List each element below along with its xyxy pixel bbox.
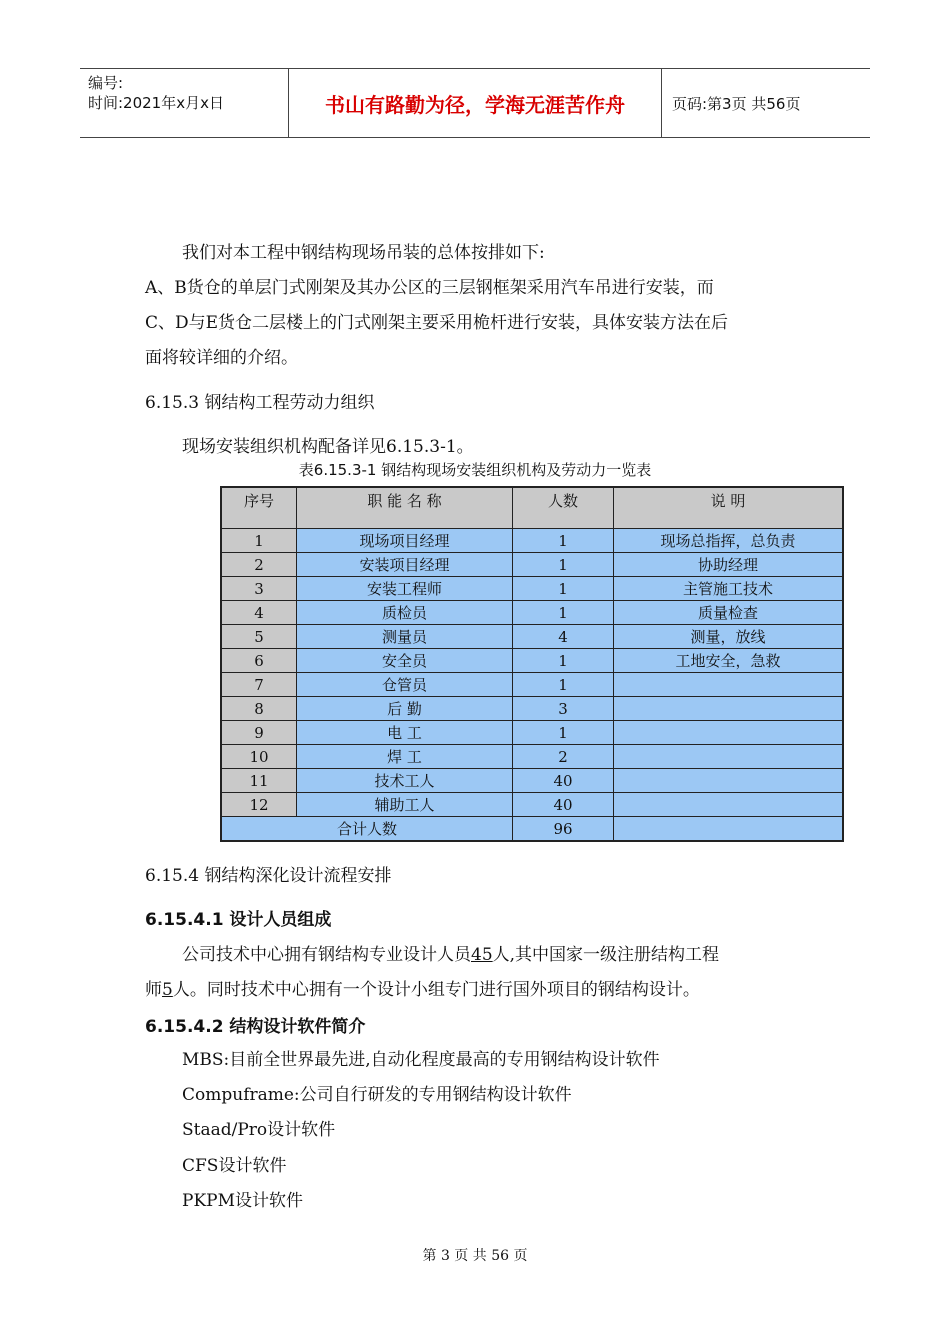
cell-note: [614, 745, 844, 769]
software-item: PKPM设计软件: [182, 1191, 303, 1211]
cell-count: 1: [513, 601, 614, 625]
header-job: 职 能 名 称: [297, 487, 513, 529]
cell-count: 40: [513, 793, 614, 817]
cell-job: 质检员: [297, 601, 513, 625]
cell-count: 40: [513, 769, 614, 793]
text-span: 师: [145, 980, 162, 1000]
cell-job: 焊 工: [297, 745, 513, 769]
table-row: [221, 625, 843, 649]
section-heading-6-15-3: 6.15.3 钢结构工程劳动力组织: [145, 393, 375, 413]
header-note: 说 明: [614, 487, 844, 529]
design-staff-line-2: [145, 975, 700, 1000]
page-footer: 第 3 页 共 56 页: [422, 1248, 528, 1264]
table-row: [221, 745, 843, 769]
cell-no: 3: [221, 577, 297, 601]
paragraph-line: C、D与E货仓二层楼上的门式刚架主要采用桅杆进行安装，具体安装方法在后: [145, 313, 729, 333]
designer-count: 45: [471, 945, 493, 965]
cell-count: 1: [513, 529, 614, 553]
cell-count: 3: [513, 697, 614, 721]
intro-line: 我们对本工程中钢结构现场吊装的总体按排如下:: [182, 243, 545, 263]
header-no: 序号: [221, 487, 297, 529]
cell-note: [614, 721, 844, 745]
cell-no: 2: [221, 553, 297, 577]
design-staff-line-1: [182, 940, 719, 965]
table-caption: 表6.15.3-1 钢结构现场安装组织机构及劳动力一览表: [298, 461, 652, 479]
section-heading-6-15-4-2: 6.15.4.2 结构设计软件简介: [145, 1017, 366, 1037]
cell-note: 协助经理: [614, 553, 844, 577]
cell-no: 5: [221, 625, 297, 649]
table-row: [221, 649, 843, 673]
cell-no: 12: [221, 793, 297, 817]
cell-job: 安装项目经理: [297, 553, 513, 577]
cell-note: [614, 769, 844, 793]
table-row: [221, 721, 843, 745]
cell-no: 6: [221, 649, 297, 673]
total-count: 96: [513, 817, 614, 842]
section-heading-6-15-4: 6.15.4 钢结构深化设计流程安排: [145, 866, 392, 886]
cell-count: 1: [513, 649, 614, 673]
cell-note: 测量，放线: [614, 625, 844, 649]
table-reference: 现场安装组织机构配备详见6.15.3-1。: [182, 437, 474, 457]
cell-job: 辅助工人: [297, 793, 513, 817]
table-row: [221, 529, 843, 553]
total-label: 合计人数: [221, 817, 513, 842]
cell-job: 现场项目经理: [297, 529, 513, 553]
software-item: Staad/Pro设计软件: [182, 1120, 336, 1140]
cell-note: [614, 673, 844, 697]
cell-note: 工地安全，急救: [614, 649, 844, 673]
table-row: [221, 601, 843, 625]
software-item: MBS:目前全世界最先进,自动化程度最高的专用钢结构设计软件: [182, 1050, 660, 1070]
paragraph-line: A、B货仓的单层门式刚架及其办公区的三层钢框架采用汽车吊进行安装，而: [145, 278, 714, 298]
page-header: [80, 68, 870, 138]
cell-job: 安装工程师: [297, 577, 513, 601]
engineer-count: 5: [162, 980, 173, 1000]
cell-job: 电 工: [297, 721, 513, 745]
header-motto: 书山有路勤为径，学海无涯苦作舟: [289, 69, 662, 137]
cell-note: [614, 793, 844, 817]
time-label: 时间:2021年x月x日: [88, 94, 224, 112]
cell-count: 4: [513, 625, 614, 649]
cell-no: 9: [221, 721, 297, 745]
text-span: 人,其中国家一级注册结构工程: [492, 945, 720, 965]
cell-count: 1: [513, 553, 614, 577]
cell-count: 1: [513, 577, 614, 601]
header-meta: [80, 69, 289, 137]
table-header-row: [221, 487, 843, 529]
cell-no: 4: [221, 601, 297, 625]
cell-no: 10: [221, 745, 297, 769]
total-note: [614, 817, 844, 842]
text-span: 公司技术中心拥有钢结构专业设计人员: [182, 945, 471, 965]
cell-job: 技术工人: [297, 769, 513, 793]
cell-job: 安全员: [297, 649, 513, 673]
section-heading-6-15-4-1: 6.15.4.1 设计人员组成: [145, 910, 332, 930]
cell-count: 1: [513, 673, 614, 697]
labor-table: [220, 486, 844, 842]
header-page-info: 页码:第3页 共56页: [672, 94, 801, 113]
text-span: 人。同时技术中心拥有一个设计小组专门进行国外项目的钢结构设计。: [172, 980, 700, 1000]
cell-no: 8: [221, 697, 297, 721]
table-row: [221, 769, 843, 793]
software-item: CFS设计软件: [182, 1156, 287, 1176]
header-count: 人数: [513, 487, 614, 529]
cell-no: 11: [221, 769, 297, 793]
software-item: Compuframe:公司自行研发的专用钢结构设计软件: [182, 1085, 572, 1105]
cell-job: 测量员: [297, 625, 513, 649]
table-row: [221, 793, 843, 817]
table-total-row: [221, 817, 843, 842]
table-row: [221, 577, 843, 601]
paragraph-line: 面将较详细的介绍。: [145, 348, 298, 368]
cell-job: 后 勤: [297, 697, 513, 721]
cell-count: 2: [513, 745, 614, 769]
cell-no: 7: [221, 673, 297, 697]
cell-note: [614, 697, 844, 721]
table-row: [221, 673, 843, 697]
cell-note: 现场总指挥，总负责: [614, 529, 844, 553]
cell-note: 主管施工技术: [614, 577, 844, 601]
cell-no: 1: [221, 529, 297, 553]
table-row: [221, 553, 843, 577]
cell-job: 仓管员: [297, 673, 513, 697]
table-row: [221, 697, 843, 721]
cell-note: 质量检查: [614, 601, 844, 625]
cell-count: 1: [513, 721, 614, 745]
number-label: 编号:: [88, 74, 124, 92]
